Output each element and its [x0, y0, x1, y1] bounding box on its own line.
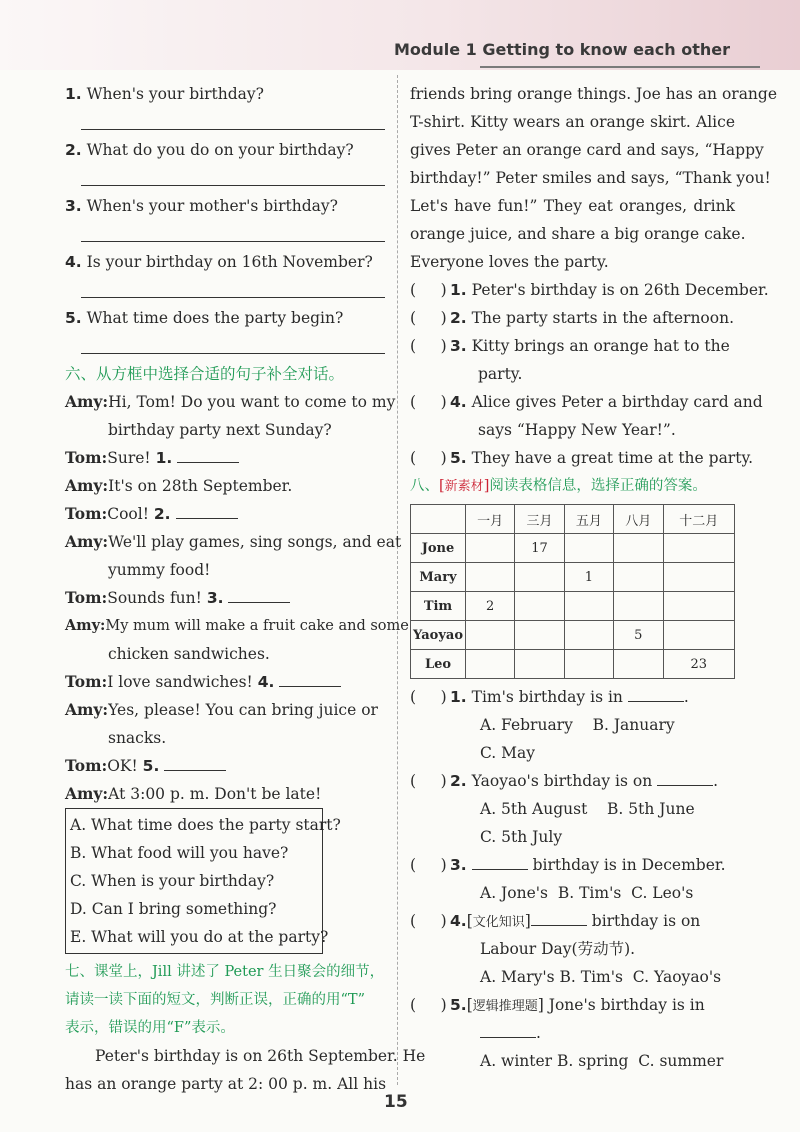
- tf-item: ( ) 4. Alice gives Peter a birthday card and: [410, 388, 735, 416]
- dialog-line: Tom:Cool! 2.: [65, 500, 385, 528]
- option-b: B. What food will you have?: [70, 844, 289, 862]
- birthday-table: [410, 504, 735, 679]
- section5-questions: [65, 80, 385, 360]
- answer-line-5[interactable]: [65, 332, 385, 360]
- table-row: Yaoyao 5: [411, 621, 735, 650]
- blank[interactable]: [628, 687, 684, 702]
- blank[interactable]: [657, 771, 713, 786]
- module-title: Module 1 Getting to know each other: [394, 40, 730, 59]
- passage-line: Let's have fun!” They eat oranges, drink: [410, 197, 735, 215]
- logic-tag: 逻辑推理题: [472, 999, 538, 1014]
- mc-options: A. winter B. spring C. summer: [480, 1052, 724, 1070]
- blank[interactable]: [164, 756, 226, 771]
- answer-paren[interactable]: ( ): [410, 996, 447, 1014]
- column-divider: [397, 75, 398, 1085]
- mc-options: A. February B. January: [480, 716, 675, 734]
- answer-line-4[interactable]: [65, 276, 385, 304]
- passage-line: gives Peter an orange card and says, “Happy: [410, 141, 764, 159]
- blank[interactable]: [177, 448, 239, 463]
- dialog-line: Amy:We'll play games, sing songs, and eat: [65, 532, 402, 551]
- tf-items: [410, 276, 769, 472]
- passage-line: Everyone loves the party.: [410, 253, 609, 271]
- dialog-line-cont: birthday party next Sunday?: [108, 421, 332, 439]
- answer-paren[interactable]: ( ): [410, 772, 447, 790]
- option-e: E. What will you do at the party?: [70, 928, 329, 946]
- right-column: [410, 80, 778, 1075]
- mc-item-blank: .: [410, 1019, 735, 1047]
- answer-paren[interactable]: ( ): [410, 309, 447, 327]
- dialog-line: Tom:OK! 5.: [65, 752, 385, 780]
- mc-item: ( ) 2. Yaoyao's birthday is on .: [410, 767, 735, 795]
- question-1: 1. When's your birthday?: [65, 85, 264, 103]
- tf-item-cont: party.: [478, 365, 523, 383]
- passage-line: Peter's birthday is on 26th September. He: [95, 1047, 426, 1065]
- question-4: 4. Is your birthday on 16th November?: [65, 253, 373, 271]
- dialog-line: Tom:Sounds fun! 3.: [65, 584, 385, 612]
- dialog: [65, 388, 409, 808]
- answer-line-2[interactable]: [65, 164, 385, 192]
- mc-options: A. Jone's B. Tim's C. Leo's: [480, 884, 694, 902]
- tf-item: ( ) 1. Peter's birthday is on 26th December.: [410, 276, 735, 304]
- dialog-line: Tom:Sure! 1.: [65, 444, 385, 472]
- mc-options: C. 5th July: [480, 828, 563, 846]
- mc-options: A. 5th August B. 5th June: [480, 800, 695, 818]
- tf-item: ( ) 3. Kitty brings an orange hat to the: [410, 332, 735, 360]
- mc-item: ( ) 1. Tim's birthday is in .: [410, 683, 735, 711]
- table-header-row: 一月 三月 五月 八月 十二月: [411, 505, 735, 534]
- table-row: Tim 2: [411, 592, 735, 621]
- options-box: [65, 808, 341, 954]
- tf-item-cont: says “Happy New Year!”.: [478, 421, 676, 439]
- answer-paren[interactable]: ( ): [410, 337, 447, 355]
- answer-paren[interactable]: ( ): [410, 912, 447, 930]
- dialog-line: Amy:At 3:00 p. m. Don't be late!: [65, 784, 322, 803]
- mc-options: C. May: [480, 744, 536, 762]
- answer-paren[interactable]: ( ): [410, 856, 447, 874]
- dialog-line: Amy:It's on 28th September.: [65, 476, 293, 495]
- dialog-line: Amy:Hi, Tom! Do you want to come to my: [65, 392, 396, 411]
- answer-paren[interactable]: ( ): [410, 281, 447, 299]
- option-c: C. When is your birthday?: [70, 872, 275, 890]
- mc-options: A. Mary's B. Tim's C. Yaoyao's: [480, 968, 722, 986]
- table-row: Leo 23: [411, 650, 735, 679]
- section7-title: 七、课堂上，Jill 讲述了 Peter 生日聚会的细节， 请读一读下面的短文，判断正误，正确的用“T” 表示，错误的用“F”表示。: [65, 964, 385, 1036]
- mc-item: ( ) 5.[逻辑推理题] Jone's birthday is in: [410, 991, 735, 1019]
- dialog-line: Amy:My mum will make a fruit cake and some: [65, 617, 409, 634]
- answer-paren[interactable]: ( ): [410, 688, 447, 706]
- answer-paren[interactable]: ( ): [410, 449, 447, 467]
- section8-title: 八、[新素材]阅读表格信息，选择正确的答案。: [410, 478, 707, 494]
- mc-item: ( ) 3. birthday is in December.: [410, 851, 735, 879]
- blank[interactable]: [480, 1023, 536, 1038]
- tf-item: ( ) 5. They have a great time at the party.: [410, 444, 735, 472]
- mc-item: ( ) 4.[文化知识] birthday is on: [410, 907, 735, 935]
- left-column: [65, 80, 426, 1098]
- passage-line: has an orange party at 2: 00 p. m. All his: [65, 1075, 387, 1093]
- question-5: 5. What time does the party begin?: [65, 309, 344, 327]
- blank[interactable]: [472, 855, 528, 870]
- page-header: [0, 0, 800, 70]
- passage-line: orange juice, and share a big orange cake.: [410, 225, 746, 243]
- table-row: Mary 1: [411, 563, 735, 592]
- dialog-line-cont: snacks.: [108, 729, 167, 747]
- table-row: Jone 17: [411, 534, 735, 563]
- header-rule: [480, 66, 760, 68]
- blank[interactable]: [531, 911, 587, 926]
- question-2: 2. What do you do on your birthday?: [65, 141, 354, 159]
- culture-tag: 文化知识: [472, 915, 525, 930]
- new-material-tag: 新素材: [444, 479, 484, 494]
- page-number: 15: [384, 1092, 408, 1112]
- passage-line: T-shirt. Kitty wears an orange skirt. Alice: [410, 113, 735, 131]
- section6-title: 六、从方框中选择合适的句子补全对话。: [65, 365, 345, 383]
- blank[interactable]: [176, 504, 238, 519]
- option-a: A. What time does the party start?: [70, 816, 341, 834]
- answer-line-1[interactable]: [65, 108, 385, 136]
- passage-line: birthday!” Peter smiles and says, “Thank you!: [410, 169, 771, 187]
- passage-line: friends bring orange things. Joe has an orange: [410, 85, 778, 103]
- blank[interactable]: [228, 588, 290, 603]
- dialog-line: Amy:Yes, please! You can bring juice or: [65, 700, 378, 719]
- mc-items: [410, 683, 735, 1075]
- dialog-line-cont: chicken sandwiches.: [108, 645, 270, 663]
- tf-item: ( ) 2. The party starts in the afternoon.: [410, 304, 735, 332]
- dialog-line-cont: yummy food!: [108, 561, 211, 579]
- answer-line-3[interactable]: [65, 220, 385, 248]
- option-d: D. Can I bring something?: [70, 900, 277, 918]
- question-3: 3. When's your mother's birthday?: [65, 197, 338, 215]
- answer-paren[interactable]: ( ): [410, 393, 447, 411]
- blank[interactable]: [279, 672, 341, 687]
- dialog-line: Tom:I love sandwiches! 4.: [65, 668, 385, 696]
- mc-item-cont: Labour Day(劳动节).: [480, 940, 636, 958]
